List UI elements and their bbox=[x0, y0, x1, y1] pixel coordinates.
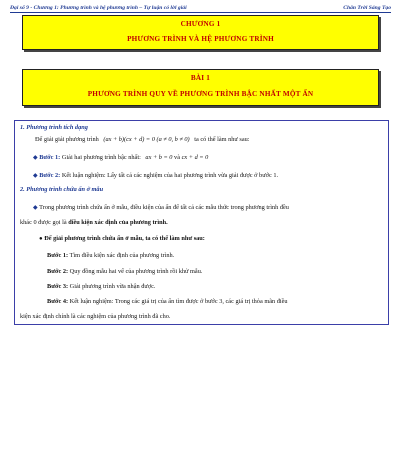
method-step-4-continued: kiện xác định chính là các nghiệm của phương trình đã cho. bbox=[20, 313, 171, 320]
para-term: điều kiện xác định của phương trình. bbox=[68, 219, 168, 226]
section-1-intro bbox=[35, 136, 250, 144]
step-label: Bước 1: bbox=[39, 154, 61, 161]
step-label: Bước 2: bbox=[39, 172, 61, 179]
lesson-banner bbox=[22, 69, 379, 106]
bullet-icon: ● bbox=[39, 236, 43, 242]
header-left: Đại số 9 - Chương 1: Phương trình và hệ phương trình – Tự luận có lời giải bbox=[10, 5, 187, 11]
section-2-para-line-2 bbox=[20, 219, 168, 227]
header-right: Chân Trời Sáng Tạo bbox=[343, 5, 391, 11]
step-formula-1: ax + b = 0 bbox=[145, 154, 173, 161]
section-2-method-heading bbox=[39, 235, 205, 243]
section-1-step-2 bbox=[33, 172, 278, 180]
method-step-3 bbox=[47, 283, 155, 291]
header-rule bbox=[10, 12, 391, 13]
intro-formula: (ax + b)(cx + d) = 0 (a ≠ 0, b ≠ 0) bbox=[103, 136, 190, 143]
step-label: Bước 1: bbox=[47, 252, 69, 259]
lesson-number: BÀI 1 bbox=[190, 74, 211, 82]
step-formula-2: cx + d = 0 bbox=[181, 154, 209, 161]
para-text: khác 0 được gọi là bbox=[20, 219, 67, 226]
chapter-banner bbox=[22, 15, 379, 50]
step-text: Tìm điều kiện xác định của phương trình. bbox=[69, 252, 175, 259]
section-1-step-1 bbox=[33, 154, 208, 162]
chapter-title: PHƯƠNG TRÌNH VÀ HỆ PHƯƠNG TRÌNH bbox=[127, 35, 274, 43]
step-text: Giải phương trình vừa nhận được. bbox=[69, 283, 156, 290]
method-step-4 bbox=[47, 298, 288, 306]
step-label: Bước 3: bbox=[47, 283, 69, 290]
step-text: Kết luận nghiệm: Trong các giá trị của ẩn tìm được ở bước 3, các giá trị thỏa mãn điều bbox=[69, 298, 288, 305]
step-connector: và bbox=[174, 154, 180, 161]
section-2-title: 2. Phương trình chứa ẩn ở mẫu bbox=[20, 186, 104, 193]
method-heading-text: Để giải phương trình chứa ẩn ở mẫu, ta có thể làm như sau: bbox=[44, 235, 205, 242]
bullet-icon: ◆ bbox=[33, 205, 38, 211]
step-text: Kết luận nghiệm: Lấy tất cả các nghiệm của hai phương trình vừa giải được ở bước 1. bbox=[61, 172, 279, 179]
section-1-title: 1. Phương trình tích dạng bbox=[20, 124, 88, 131]
step-text: Quy đồng mẫu hai vế của phương trình rồi khử mẫu. bbox=[69, 268, 203, 275]
method-step-1 bbox=[47, 252, 174, 260]
para-text: Trong phương trình chứa ẩn ở mẫu, điều kiện của ẩn để tất cả các mẫu thức trong phương trình đều bbox=[39, 204, 289, 211]
step-label: Bước 2: bbox=[47, 268, 69, 275]
section-2-para-line-1 bbox=[33, 204, 289, 212]
step-label: Bước 4: bbox=[47, 298, 69, 305]
bullet-icon: ◆ bbox=[33, 155, 38, 161]
intro-text: Để giải giải phương trình bbox=[35, 136, 99, 143]
step-text: Giải hai phương trình bậc nhất: bbox=[61, 154, 141, 161]
method-step-2 bbox=[47, 268, 202, 276]
chapter-number: CHƯƠNG 1 bbox=[180, 20, 221, 28]
intro-text-end: ta có thể làm như sau: bbox=[194, 136, 250, 143]
lesson-title: PHƯƠNG TRÌNH QUY VỀ PHƯƠNG TRÌNH BẬC NHẤT MỘT ẨN bbox=[87, 90, 314, 98]
bullet-icon: ◆ bbox=[33, 173, 38, 179]
content-box bbox=[14, 120, 389, 325]
